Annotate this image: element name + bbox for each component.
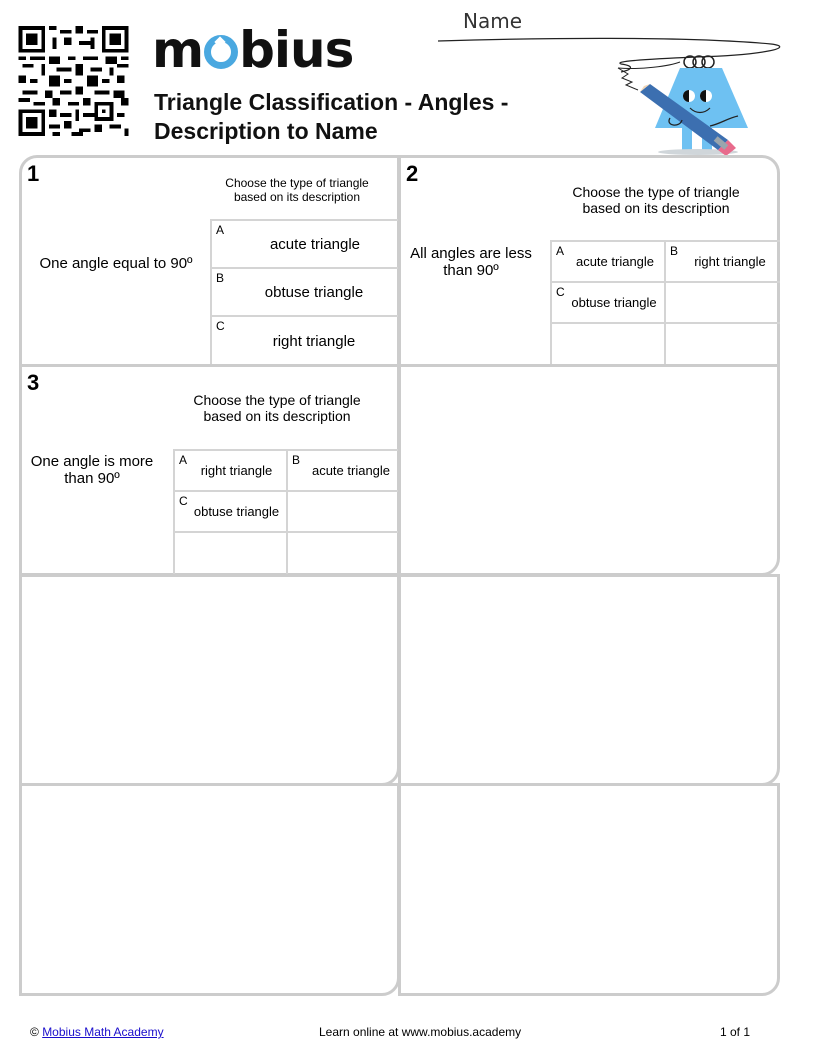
- question-description: [24, 453, 160, 487]
- mascot-with-pencil-icon: [610, 48, 775, 158]
- mobius-academy-link[interactable]: Mobius Math Academy: [42, 1025, 164, 1039]
- question-card-2: [398, 155, 780, 367]
- answer-option-empty: [286, 490, 400, 533]
- option-letter: C: [556, 285, 565, 299]
- footer-copyright: [30, 1025, 164, 1039]
- question-description: One angle equal to 90º: [39, 255, 193, 272]
- title-line-2: Description to Name: [154, 118, 378, 144]
- option-text: right triangle: [694, 254, 766, 269]
- answer-option-empty: [286, 531, 400, 576]
- question-number: 2: [406, 161, 419, 186]
- empty-card: [19, 783, 400, 996]
- footer-learn-online: Learn online at www.mobius.academy: [319, 1025, 522, 1039]
- option-text: obtuse triangle: [571, 295, 657, 310]
- answer-option-empty: [173, 531, 288, 576]
- instruction-line-1: Choose the type of triangle: [225, 176, 369, 190]
- option-text: obtuse triangle: [193, 504, 280, 519]
- qr-code-icon: [18, 26, 129, 136]
- copyright-symbol: ©: [30, 1025, 39, 1039]
- question-card-1: [19, 155, 400, 367]
- instruction-line-2: based on its description: [203, 408, 351, 424]
- page-indicator: 1 of 1: [720, 1025, 751, 1039]
- answer-option-a[interactable]: [210, 219, 400, 269]
- option-text: acute triangle: [269, 236, 361, 253]
- option-letter: A: [556, 244, 565, 258]
- question-instruction: [172, 392, 382, 424]
- option-text: acute triangle: [311, 463, 391, 478]
- empty-card: [398, 574, 780, 786]
- instruction-line-1: Choose the type of triangle: [193, 392, 361, 408]
- question-description: [403, 245, 539, 279]
- option-text: acute triangle: [575, 254, 655, 269]
- answer-option-c[interactable]: [173, 490, 288, 533]
- option-letter: C: [179, 494, 188, 508]
- question-card-3: [19, 364, 400, 576]
- option-letter: C: [216, 319, 225, 333]
- question-instruction: [551, 184, 761, 216]
- answer-option-empty: [664, 281, 780, 324]
- answer-option-c[interactable]: [210, 315, 400, 365]
- instruction-line-1: Choose the type of triangle: [572, 184, 740, 200]
- description-line-1: All angles are less: [410, 245, 532, 262]
- logo-o-icon: [204, 35, 238, 69]
- option-letter: B: [670, 244, 679, 258]
- option-text: right triangle: [272, 333, 356, 350]
- logo-text-rest: bius: [239, 21, 354, 79]
- empty-card: [19, 574, 400, 786]
- question-number: 1: [27, 161, 40, 186]
- answer-option-a[interactable]: [550, 240, 666, 283]
- answer-option-b[interactable]: [286, 449, 400, 492]
- option-letter: A: [179, 453, 188, 467]
- question-grid: [19, 155, 780, 996]
- option-letter: A: [216, 223, 225, 237]
- instruction-line-2: based on its description: [233, 190, 361, 204]
- instruction-line-2: based on its description: [582, 200, 730, 216]
- description-line-1: One angle is more: [30, 453, 154, 470]
- empty-card: [398, 783, 780, 996]
- option-letter: B: [216, 271, 225, 285]
- title-line-1: Triangle Classification - Angles -: [154, 89, 509, 115]
- mobius-logo: [152, 22, 353, 78]
- answer-option-a[interactable]: [173, 449, 288, 492]
- description-line-2: than 90º: [443, 262, 499, 279]
- answer-option-empty: [664, 322, 780, 367]
- question-instruction: [212, 176, 382, 204]
- question-number: 3: [27, 370, 40, 395]
- option-text: right triangle: [200, 463, 273, 478]
- answer-option-b[interactable]: [210, 267, 400, 317]
- answer-option-empty: [550, 322, 666, 367]
- answer-option-c[interactable]: [550, 281, 666, 324]
- description-line-2: than 90º: [64, 470, 120, 487]
- name-label: Name: [463, 9, 523, 33]
- option-letter: B: [292, 453, 301, 467]
- empty-card: [398, 364, 780, 576]
- logo-letter-m: m: [152, 21, 204, 79]
- option-text: obtuse triangle: [264, 284, 364, 301]
- answer-option-b[interactable]: [664, 240, 780, 283]
